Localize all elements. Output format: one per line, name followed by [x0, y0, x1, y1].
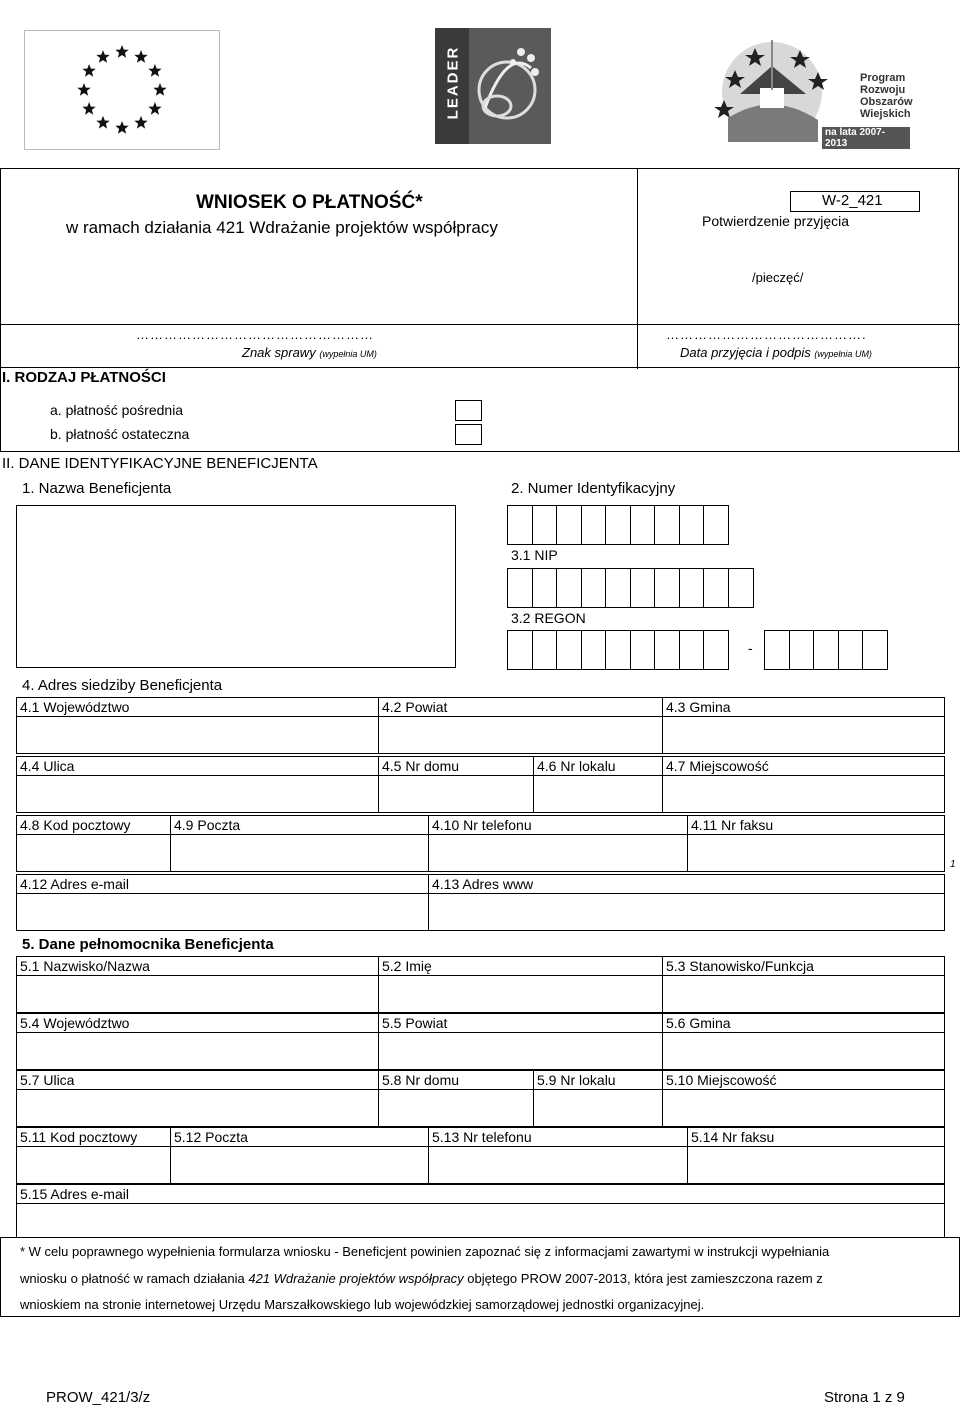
regon-cells-a: [507, 630, 728, 670]
id-number-cell[interactable]: [605, 505, 631, 545]
proxy-fax-field[interactable]: [687, 1146, 945, 1184]
regon-dash: -: [748, 640, 753, 656]
nip-cell[interactable]: [605, 568, 631, 608]
fax-field[interactable]: [687, 834, 945, 872]
footer-doc-code: PROW_421/3/z: [46, 1389, 151, 1406]
header-mid-line: [637, 168, 638, 369]
field-5-9-label: 5.9 Nr lokalu: [537, 1072, 616, 1088]
field-4-11-label: 4.11 Nr faksu: [691, 817, 774, 833]
field-5-12-label: 5.12 Poczta: [174, 1129, 248, 1145]
regon-suffix-cell[interactable]: [813, 630, 839, 670]
proxy-surname-field[interactable]: [16, 975, 379, 1013]
prow-line-4: Wiejskich: [860, 108, 911, 120]
field-5-5-label: 5.5 Powiat: [382, 1015, 448, 1031]
regon-cell[interactable]: [581, 630, 607, 670]
header-top-line: [0, 168, 960, 169]
house-number-field[interactable]: [378, 775, 534, 813]
id-label: 2. Numer Identyfikacyjny: [511, 480, 676, 497]
www-field[interactable]: [428, 893, 945, 931]
address-row-2-divider-1: [378, 756, 379, 776]
prow-line-3: Obszarów: [860, 96, 913, 108]
address-row-4-divider-1: [428, 874, 429, 894]
date-note: (wypełnia UM): [814, 349, 872, 359]
field-5-8-label: 5.8 Nr domu: [382, 1072, 460, 1088]
prow-text: [860, 72, 913, 120]
field-4-7-label: 4.7 Miejscowość: [666, 758, 769, 774]
email-field[interactable]: [16, 893, 429, 931]
address-row-3-divider-2: [428, 815, 429, 835]
nip-cell[interactable]: [654, 568, 680, 608]
nip-cell[interactable]: [728, 568, 754, 608]
prow-line-2: Rozwoju: [860, 84, 906, 96]
form-subtitle: w ramach działania 421 Wdrażanie projektów współpracy: [66, 218, 498, 237]
nip-cells: [507, 568, 752, 608]
note-line-1: * W celu poprawnego wypełnienia formularza wniosku - Beneficjent powinien zapoznać się z informacjami zawartymi w instrukcji wypełniania: [20, 1244, 830, 1259]
proxy-row-3-divider-3: [662, 1070, 663, 1090]
regon-suffix-cell[interactable]: [862, 630, 888, 670]
proxy-county-field[interactable]: [378, 1032, 663, 1070]
eu-flag-logo: [24, 30, 220, 150]
header-right-line: [958, 168, 959, 369]
leader-logo: [435, 28, 551, 144]
regon-cell[interactable]: [679, 630, 705, 670]
nip-cell[interactable]: [679, 568, 705, 608]
field-5-2-label: 5.2 Imię: [382, 958, 432, 974]
regon-cell[interactable]: [630, 630, 656, 670]
field-5-11-label: 5.11 Kod pocztowy: [20, 1129, 138, 1145]
eu-star-icon: [96, 116, 109, 129]
id-number-cell[interactable]: [679, 505, 705, 545]
case-label-text: Znak sprawy: [242, 345, 316, 360]
nip-cell[interactable]: [532, 568, 558, 608]
nip-label: 3.1 NIP: [511, 547, 558, 563]
beneficiary-name-field[interactable]: [16, 505, 456, 668]
id-number-cell[interactable]: [630, 505, 656, 545]
eu-star-icon: [134, 116, 147, 129]
proxy-label-row-5: [16, 1184, 945, 1204]
address-row-2-divider-2: [533, 756, 534, 776]
proxy-row-3-divider-2: [533, 1070, 534, 1090]
proxy-heading: 5. Dane pełnomocnika Beneficjenta: [22, 936, 274, 953]
postal-code-field[interactable]: [16, 834, 171, 872]
note-line-3: wnioskiem na stronie internetowej Urzędu Marszałkowskiego lub wojewódzkiej samorządowej jednostki organizacyjnej.: [20, 1297, 705, 1312]
field-5-14-label: 5.14 Nr faksu: [691, 1129, 775, 1145]
eu-star-icon: [115, 121, 128, 134]
section1-left-line: [0, 367, 1, 452]
proxy-street-field[interactable]: [16, 1089, 379, 1127]
proxy-voivodeship-field[interactable]: [16, 1032, 379, 1070]
commune-field[interactable]: [662, 716, 945, 754]
id-number-cell[interactable]: [703, 505, 729, 545]
proxy-row-2-divider-1: [378, 1013, 379, 1033]
address-heading: 4. Adres siedziby Beneficjenta: [22, 677, 223, 694]
field-4-8-label: 4.8 Kod pocztowy: [20, 817, 131, 833]
address-row-3-divider-1: [170, 815, 171, 835]
field-4-9-label: 4.9 Poczta: [174, 817, 241, 833]
proxy-phone-field[interactable]: [428, 1146, 688, 1184]
nip-cell[interactable]: [556, 568, 582, 608]
address-label-row-2: [16, 756, 945, 776]
proxy-row-1-divider-2: [662, 956, 663, 976]
proxy-email-field[interactable]: [16, 1203, 945, 1241]
option-b-checkbox[interactable]: [455, 424, 482, 445]
prow-line-1: Program: [860, 72, 906, 84]
proxy-house-number-field[interactable]: [378, 1089, 534, 1127]
regon-cell[interactable]: [507, 630, 533, 670]
regon-cell[interactable]: [703, 630, 729, 670]
section1-right-line: [958, 367, 959, 452]
nip-cell[interactable]: [630, 568, 656, 608]
id-number-cell[interactable]: [654, 505, 680, 545]
option-b-label: b. płatność ostateczna: [50, 426, 190, 442]
prow-logo: [710, 30, 913, 150]
field-4-2-label: 4.2 Powiat: [382, 699, 448, 715]
proxy-row-4-divider-3: [687, 1127, 688, 1147]
field-5-13-label: 5.13 Nr telefonu: [432, 1129, 532, 1145]
header-left-line: [0, 168, 1, 369]
regon-cell[interactable]: [654, 630, 680, 670]
county-field[interactable]: [378, 716, 663, 754]
proxy-row-4-divider-1: [170, 1127, 171, 1147]
section2-heading: II. DANE IDENTYFIKACYJNE BENEFICJENTA: [2, 455, 318, 472]
nip-cell[interactable]: [581, 568, 607, 608]
footer-page-number: Strona 1 z 9: [824, 1389, 905, 1406]
nip-cell[interactable]: [507, 568, 533, 608]
proxy-label-row-2: [16, 1013, 945, 1033]
leader-text: LEADER: [444, 45, 462, 120]
option-a-label: a. płatność pośrednia: [50, 402, 184, 418]
section1-bottom-line: [0, 451, 960, 452]
proxy-row-3-divider-1: [378, 1070, 379, 1090]
proxy-apartment-number-field[interactable]: [533, 1089, 663, 1127]
stamp-label: /pieczęć/: [752, 270, 804, 285]
field-4-12-label: 4.12 Adres e-mail: [20, 876, 129, 892]
field-4-3-label: 4.3 Gmina: [666, 699, 731, 715]
address-label-row-1: [16, 697, 945, 717]
regon-cell[interactable]: [532, 630, 558, 670]
name-label: 1. Nazwa Beneficjenta: [22, 480, 172, 497]
apartment-number-field[interactable]: [533, 775, 663, 813]
regon-cell[interactable]: [556, 630, 582, 670]
field-5-1-label: 5.1 Nazwisko/Nazwa: [20, 958, 150, 974]
eu-star-icon: [82, 64, 95, 77]
eu-star-icon: [96, 50, 109, 63]
proxy-post-office-field[interactable]: [170, 1146, 429, 1184]
form-code: W-2_421: [822, 192, 883, 209]
proxy-row-1-divider-1: [378, 956, 379, 976]
regon-cells-b: [764, 630, 887, 670]
eu-star-icon: [148, 64, 161, 77]
field-5-3-label: 5.3 Stanowisko/Funkcja: [666, 958, 814, 974]
proxy-position-field[interactable]: [662, 975, 945, 1013]
prow-years: na lata 2007-2013: [822, 127, 910, 149]
regon-label: 3.2 REGON: [511, 610, 586, 626]
eu-star-icon: [77, 83, 90, 96]
footnote-marker: 1: [950, 859, 956, 870]
note-line-2-a: wniosku o płatność w ramach działania: [20, 1271, 249, 1286]
id-number-cell[interactable]: [581, 505, 607, 545]
proxy-postal-code-field[interactable]: [16, 1146, 171, 1184]
regon-suffix-cell[interactable]: [764, 630, 790, 670]
regon-cell[interactable]: [605, 630, 631, 670]
proxy-row-2-divider-2: [662, 1013, 663, 1033]
field-5-7-label: 5.7 Ulica: [20, 1072, 75, 1088]
date-label-text: Data przyjęcia i podpis: [680, 345, 811, 360]
field-4-13-label: 4.13 Adres www: [432, 876, 534, 892]
case-label: [242, 345, 377, 362]
header-bottom-line: [0, 367, 960, 368]
address-row-1-divider-1: [378, 697, 379, 717]
address-row-3-divider-3: [687, 815, 688, 835]
case-dots: ……………………………………………: [136, 327, 374, 342]
note-line-2-b: 421 Wdrażanie projektów współpracy: [248, 1271, 464, 1286]
id-number-cell[interactable]: [532, 505, 558, 545]
regon-suffix-cell[interactable]: [838, 630, 864, 670]
form-title: WNIOSEK O PŁATNOŚĆ*: [196, 192, 423, 213]
regon-suffix-cell[interactable]: [789, 630, 815, 670]
field-5-4-label: 5.4 Województwo: [20, 1015, 130, 1031]
eu-star-icon: [134, 50, 147, 63]
id-number-cell[interactable]: [556, 505, 582, 545]
option-a-checkbox[interactable]: [455, 400, 482, 421]
eu-star-icon: [153, 83, 166, 96]
field-4-4-label: 4.4 Ulica: [20, 758, 75, 774]
address-row-1-divider-2: [662, 697, 663, 717]
id-number-cell[interactable]: [507, 505, 533, 545]
proxy-commune-field[interactable]: [662, 1032, 945, 1070]
note-line-2: [20, 1271, 823, 1287]
date-dots: …………………………………….: [666, 327, 867, 342]
case-note: (wypełnia UM): [319, 349, 377, 359]
field-4-1-label: 4.1 Województwo: [20, 699, 130, 715]
confirmation-label: Potwierdzenie przyjęcia: [702, 213, 850, 229]
street-field[interactable]: [16, 775, 379, 813]
proxy-locality-field[interactable]: [662, 1089, 945, 1127]
address-row-2-divider-3: [662, 756, 663, 776]
eu-star-icon: [115, 45, 128, 58]
field-4-10-label: 4.10 Nr telefonu: [432, 817, 532, 833]
date-label: [680, 345, 872, 362]
phone-field[interactable]: [428, 834, 688, 872]
note-line-2-c: objętego PROW 2007-2013, która jest zamieszczona razem z: [463, 1271, 823, 1286]
eu-star-icon: [148, 102, 161, 115]
field-5-6-label: 5.6 Gmina: [666, 1015, 731, 1031]
section1-heading: I. RODZAJ PŁATNOŚCI: [2, 369, 166, 386]
proxy-row-4-divider-2: [428, 1127, 429, 1147]
proxy-label-row-3: [16, 1070, 945, 1090]
field-5-15-label: 5.15 Adres e-mail: [20, 1186, 129, 1202]
nip-cell[interactable]: [703, 568, 729, 608]
id-number-cells: [507, 505, 728, 545]
eu-star-icon: [82, 102, 95, 115]
header-inner-line: [0, 324, 960, 325]
voivodeship-field[interactable]: [16, 716, 379, 754]
locality-field[interactable]: [662, 775, 945, 813]
proxy-first-name-field[interactable]: [378, 975, 663, 1013]
field-4-6-label: 4.6 Nr lokalu: [537, 758, 616, 774]
field-4-5-label: 4.5 Nr domu: [382, 758, 460, 774]
field-5-10-label: 5.10 Miejscowość: [666, 1072, 777, 1088]
post-office-field[interactable]: [170, 834, 429, 872]
